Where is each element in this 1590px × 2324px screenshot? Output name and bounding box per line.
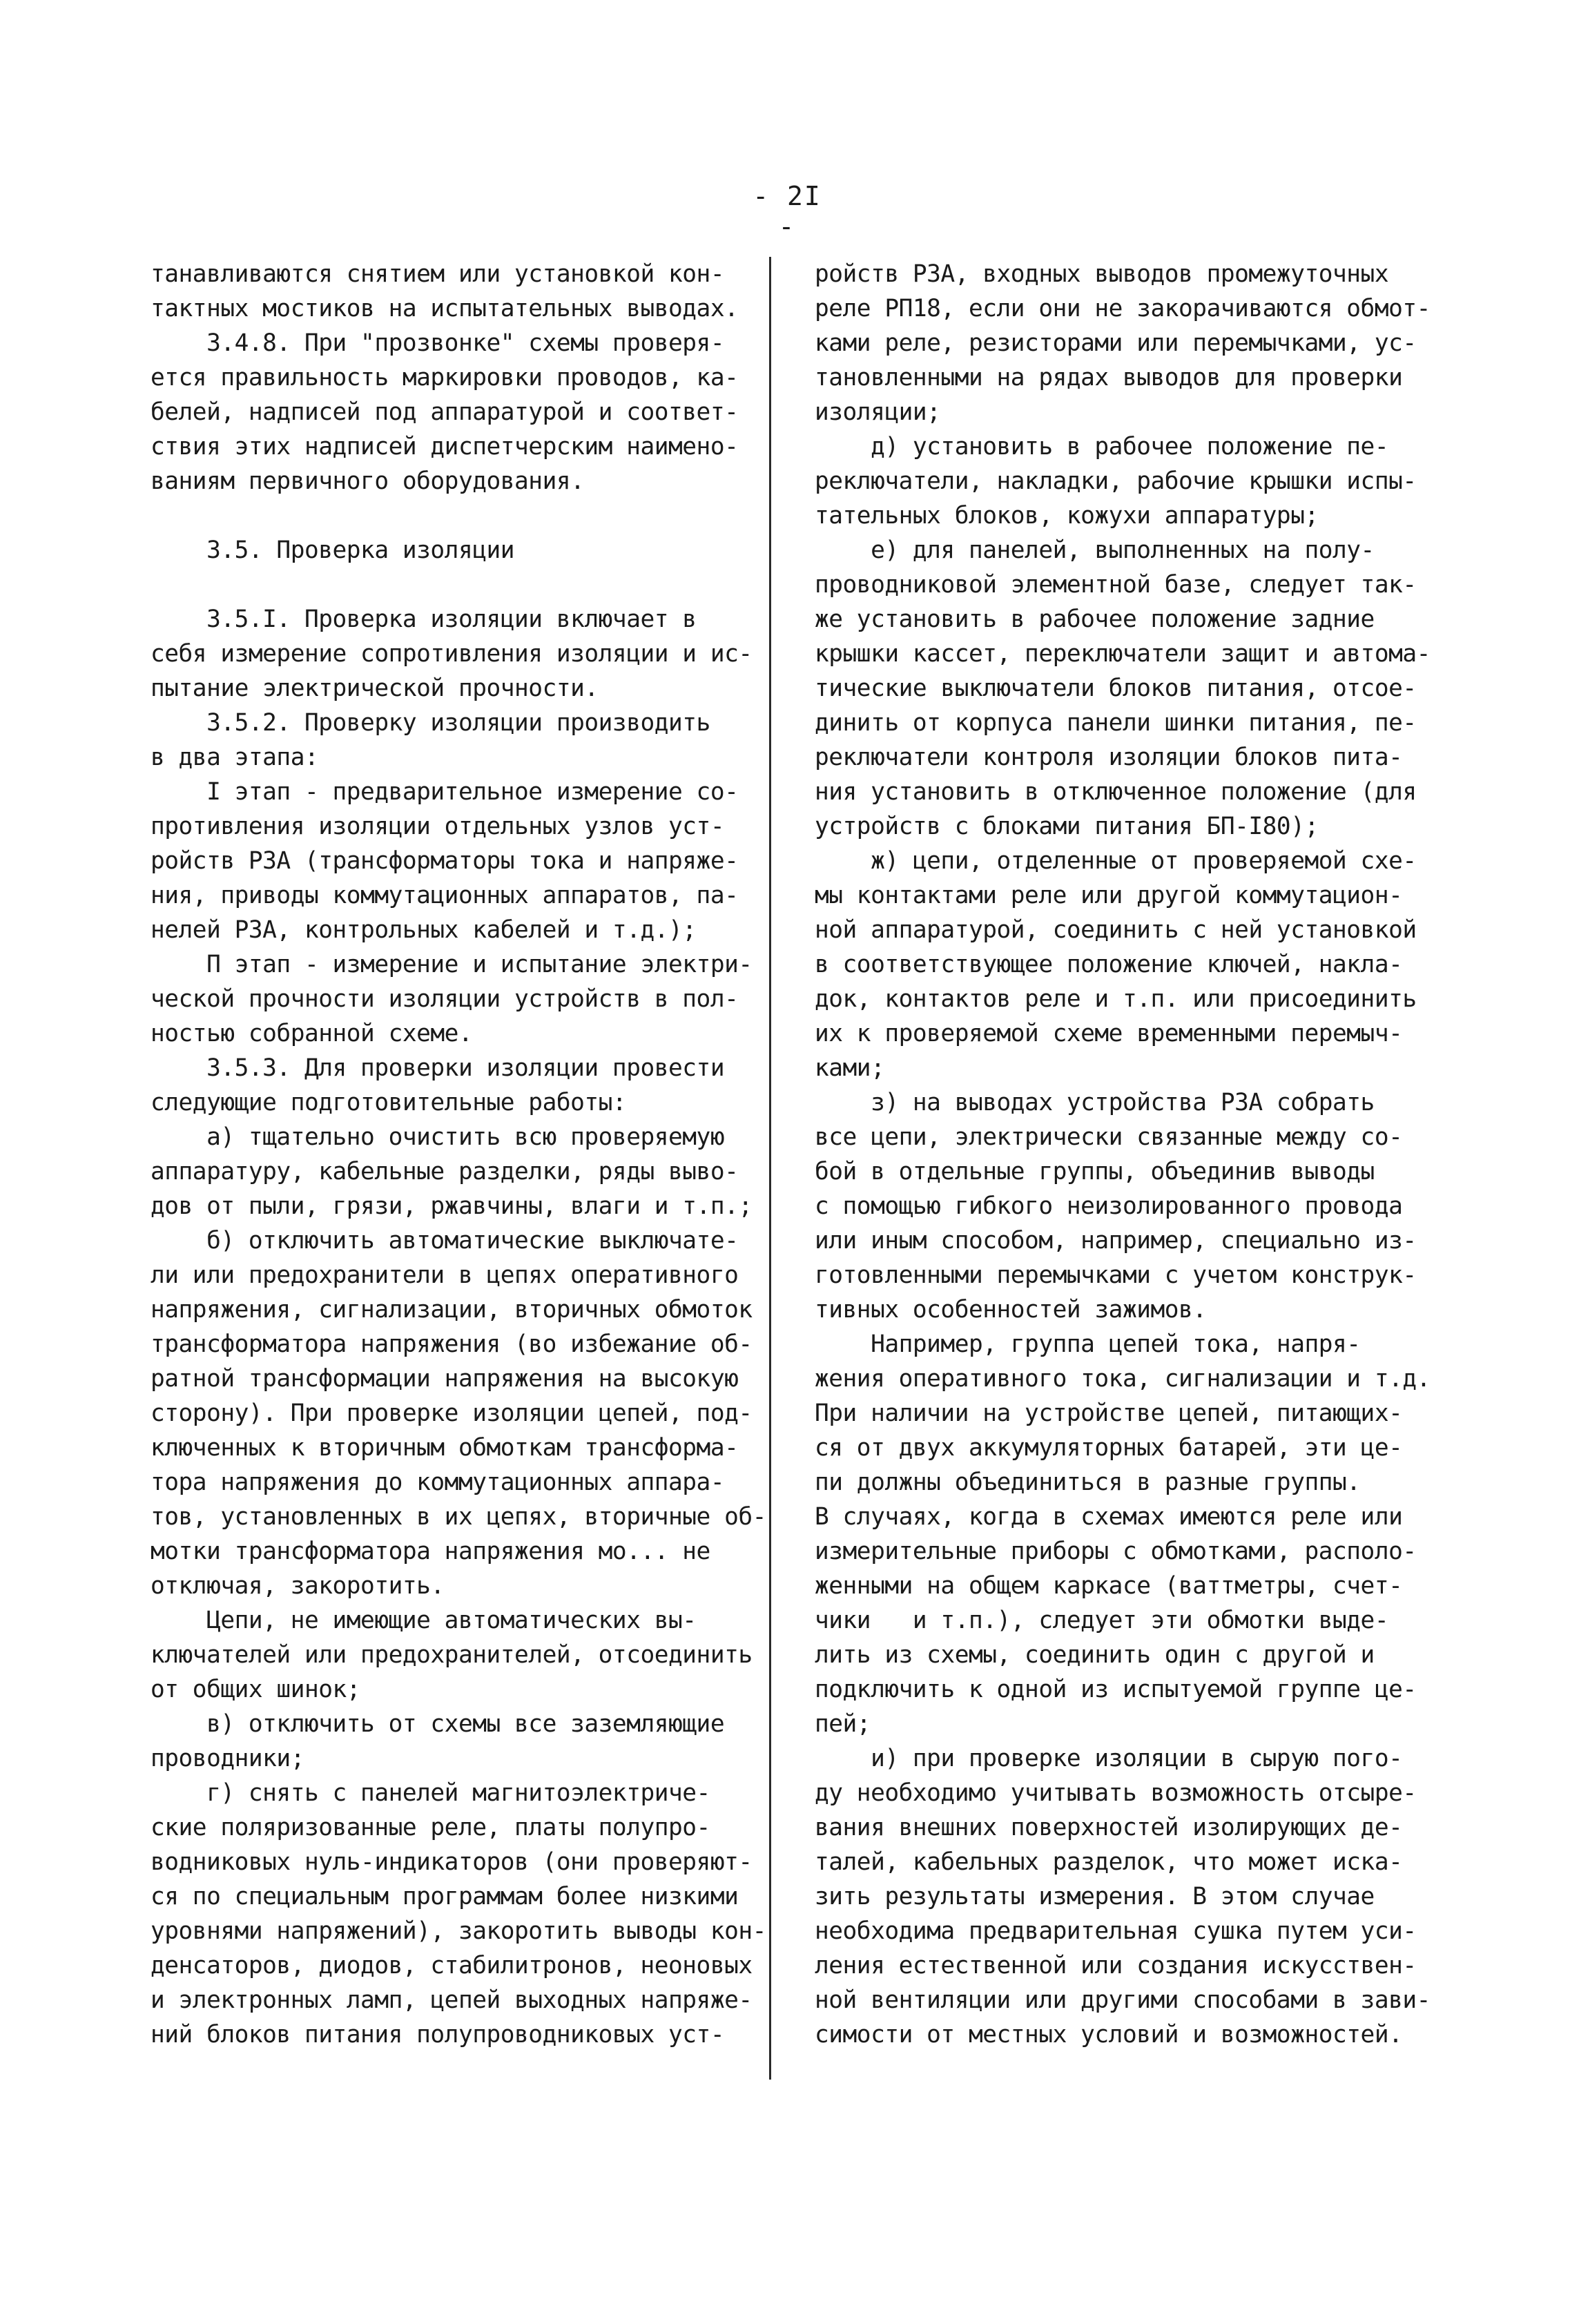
paragraph-gap [151,568,755,602]
text-line: ройств РЗА (трансформаторы тока и напряже- [151,847,739,875]
paragraph-gap [151,498,755,533]
text-line: 3.5.3. Для проверки изоляции провести [151,1054,725,1082]
text-line: ется правильность маркировки проводов, ка- [151,364,739,391]
text-line: готовленными перемычками с учетом конструк- [815,1261,1417,1289]
text-line: измерительные приборы с обмотками, располо- [815,1538,1417,1565]
text-line: тательных блоков, кожухи аппаратуры; [815,502,1319,530]
text-line: уровнями напряжений), закоротить выводы кон- [151,1917,766,1945]
text-line: белей, надписей под аппаратурой и соответ- [151,398,739,426]
text-line: 3.5.2. Проверку изоляции производить [151,709,710,737]
text-line: 3.5. Проверка изоляции [151,536,515,564]
page-number: - 2I - [753,181,822,242]
text-line: ли или предохранители в цепях оперативного [151,1261,739,1289]
text-line: танавливаются снятием или установкой кон- [151,260,725,288]
text-line: в два этапа: [151,744,319,771]
text-line: себя измерение сопротивления изоляции и ис- [151,640,753,668]
text-line: ками; [815,1054,885,1082]
text-line: напряжения, сигнализации, вторичных обмоток [151,1296,753,1324]
text-line: лить из схемы, соединить один с другой и [815,1641,1375,1669]
text-line: ния, приводы коммутационных аппаратов, па- [151,882,739,909]
text-line: 3.5.I. Проверка изоляции включает в [151,606,697,633]
text-line: необходима предварительная сушка путем уси- [815,1917,1417,1945]
text-line: е) для панелей, выполненных на полу- [815,536,1375,564]
text-line: все цепи, электрически связанные между со- [815,1123,1403,1151]
text-line: з) на выводах устройства РЗА собрать [815,1089,1375,1116]
text-line: В случаях, когда в схемах имеются реле или [815,1503,1403,1531]
text-line: аппаратуру, кабельные разделки, ряды выво- [151,1158,739,1185]
text-line: или иным способом, например, специально из- [815,1227,1417,1255]
text-line: отключая, закоротить. [151,1572,445,1600]
text-line: ками реле, резисторами или перемычками, ус- [815,329,1417,357]
text-line: ления естественной или создания искусствен- [815,1952,1417,1979]
text-line: пытание электрической прочности. [151,675,599,702]
right-text-column [815,257,1439,2052]
text-line: вания внешних поверхностей изолирующих де- [815,1814,1403,1841]
text-line: тора напряжения до коммутационных аппара- [151,1469,725,1496]
text-line: талей, кабельных разделок, что может иска- [815,1848,1403,1876]
text-line: мы контактами реле или другой коммутацион- [815,882,1403,909]
text-line: сторону). При проверке изоляции цепей, под- [151,1400,753,1427]
text-line: симости от местных условий и возможностей. [815,2021,1403,2049]
text-line: ся по специальным программам более низкими [151,1883,739,1910]
text-line: чики и т.п.), следует эти обмотки выде- [815,1607,1389,1634]
text-line: и электронных ламп, цепей выходных напряже- [151,1986,753,2014]
text-line: д) установить в рабочее положение пе- [815,433,1389,461]
text-line: подключить к одной из испытуемой группе це- [815,1676,1417,1703]
text-line: бой в отдельные группы, объединив выводы [815,1158,1375,1185]
text-line: с помощью гибкого неизолированного провода [815,1192,1403,1220]
text-line: мотки трансформатора напряжения мо... не [151,1538,710,1565]
text-line: и) при проверке изоляции в сырую пого- [815,1745,1403,1772]
text-line: изоляции; [815,398,941,426]
text-line: реключатели, накладки, рабочие крышки испы- [815,467,1417,495]
text-line: ж) цепи, отделенные от проверяемой схе- [815,847,1417,875]
text-line: проводниковой элементной базе, следует так- [815,571,1417,599]
text-line: зить результаты измерения. В этом случае [815,1883,1375,1910]
text-line: ключателей или предохранителей, отсоединить [151,1641,753,1669]
column-divider [769,257,771,2080]
text-line: тические выключатели блоков питания, отсое- [815,675,1417,702]
text-line: водниковых нуль-индикаторов (они проверяют- [151,1848,753,1876]
text-line: в) отключить от схемы все заземляющие [151,1710,725,1738]
text-line: ностью собранной схеме. [151,1020,473,1047]
text-line: б) отключить автоматические выключате- [151,1227,739,1255]
text-line: тивных особенностей зажимов. [815,1296,1207,1324]
text-line: тановленными на рядах выводов для проверки [815,364,1403,391]
text-line: ду необходимо учитывать возможность отсыре- [815,1779,1417,1807]
text-line: нелей РЗА, контрольных кабелей и т.д.); [151,916,697,944]
text-line: ключенных к вторичным обмоткам трансформа- [151,1434,739,1462]
text-line: ния установить в отключенное положение (для [815,778,1417,806]
text-line: Например, группа цепей тока, напря- [815,1330,1361,1358]
left-text-column [151,257,766,2052]
text-line: ройств РЗА, входных выводов промежуточных [815,260,1389,288]
text-line: реключатели контроля изоляции блоков пита- [815,744,1403,771]
text-line: ваниям первичного оборудования. [151,467,585,495]
text-line: П этап - измерение и испытание электри- [151,951,753,978]
text-line: реле РП18, если они не закорачиваются обмот- [815,295,1431,322]
text-line: пи должны объединиться в разные группы. [815,1469,1361,1496]
text-line: трансформатора напряжения (во избежание об- [151,1330,753,1358]
text-line: ческой прочности изоляции устройств в пол- [151,985,739,1013]
text-line: в соответствующее положение ключей, накла- [815,951,1403,978]
text-line: а) тщательно очистить всю проверяемую [151,1123,725,1151]
text-line: ной аппаратурой, соединить с ней установкой [815,916,1417,944]
text-line: ся от двух аккумуляторных батарей, эти це- [815,1434,1403,1462]
text-line: г) снять с панелей магнитоэлектриче- [151,1779,710,1807]
text-line: от общих шинок; [151,1676,361,1703]
text-line: ратной трансформации напряжения на высокую [151,1365,739,1393]
text-line: жения оперативного тока, сигнализации и т.д. [815,1365,1431,1393]
text-line: же установить в рабочее положение задние [815,606,1375,633]
text-line: женными на общем каркасе (ваттметры, счет- [815,1572,1403,1600]
text-line: устройств с блоками питания БП-I80); [815,813,1319,840]
text-line: ной вентиляции или другими способами в зави- [815,1986,1431,2014]
text-line: противления изоляции отдельных узлов уст- [151,813,725,840]
text-line: док, контактов реле и т.п. или присоединить [815,985,1417,1013]
text-line: ний блоков питания полупроводниковых уст- [151,2021,725,2049]
text-line: ствия этих надписей диспетчерским наимено- [151,433,739,461]
text-line: тов, установленных в их цепях, вторичные об- [151,1503,766,1531]
text-line: крышки кассет, переключатели защит и автома- [815,640,1431,668]
text-line: следующие подготовительные работы: [151,1089,627,1116]
text-line: проводники; [151,1745,304,1772]
text-line: При наличии на устройстве цепей, питающих- [815,1400,1403,1427]
text-line: их к проверяемой схеме временными перемыч- [815,1020,1403,1047]
text-line: 3.4.8. При "прозвонке" схемы проверя- [151,329,725,357]
text-line: пей; [815,1710,871,1738]
text-line: тактных мостиков на испытательных выводах. [151,295,739,322]
text-line: Цепи, не имеющие автоматических вы- [151,1607,697,1634]
text-line: I этап - предварительное измерение со- [151,778,739,806]
text-line: денсаторов, диодов, стабилитронов, неоновых [151,1952,753,1979]
text-line: динить от корпуса панели шинки питания, пе- [815,709,1417,737]
text-line: ские поляризованные реле, платы полупро- [151,1814,710,1841]
text-line: дов от пыли, грязи, ржавчины, влаги и т.п.; [151,1192,753,1220]
